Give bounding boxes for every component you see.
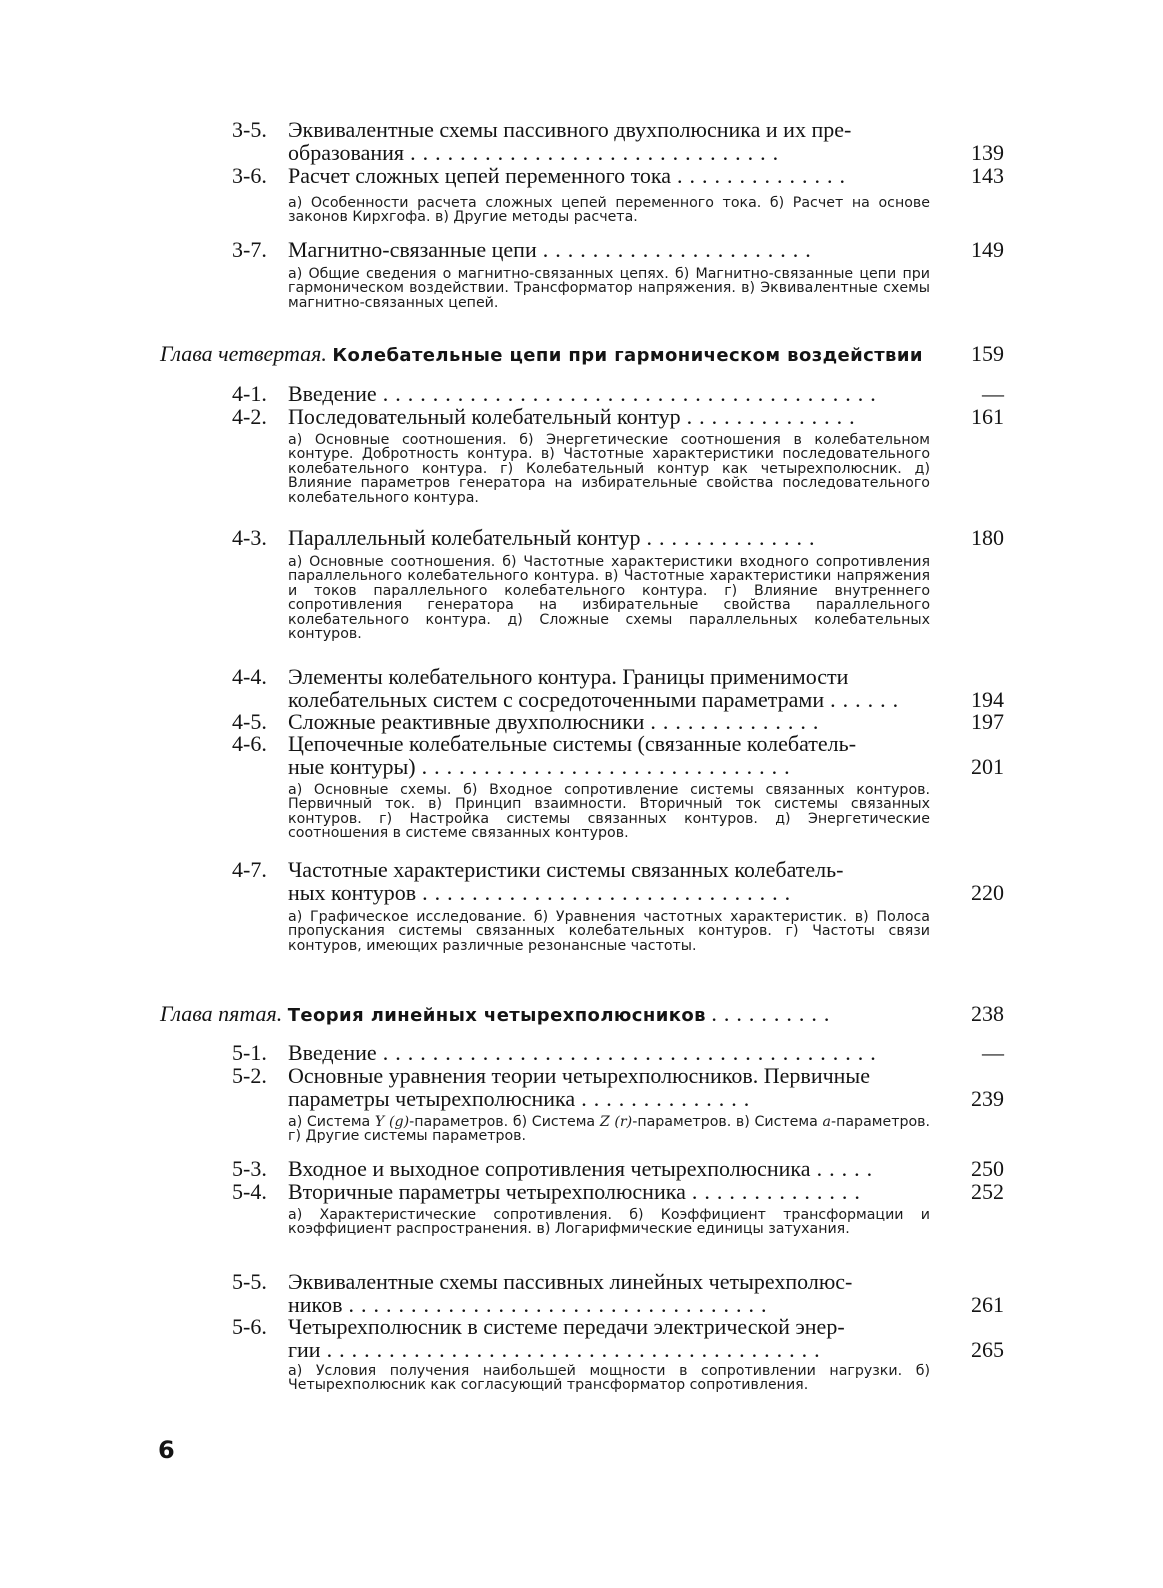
toc-entry-5-1 bbox=[232, 1041, 1004, 1064]
page-number: 149 bbox=[971, 237, 1004, 262]
toc-entry-4-7 bbox=[232, 858, 1004, 904]
page-number: 143 bbox=[971, 163, 1004, 188]
section-title: Расчет сложных цепей переменного тока bbox=[288, 163, 672, 188]
section-title: Частотные характеристики системы связанных колебатель- ных контуров .............................. bbox=[288, 858, 938, 904]
leader-dots: .............................. bbox=[410, 141, 786, 164]
page-number: 238 bbox=[971, 1001, 1004, 1026]
section-number: 4-4. bbox=[232, 664, 267, 689]
section-number: 3-6. bbox=[232, 163, 267, 188]
page-number: 220 bbox=[971, 880, 1004, 905]
leader-dots: .............. bbox=[650, 710, 826, 733]
section-number: 4-2. bbox=[232, 404, 267, 429]
section-number: 3-5. bbox=[232, 117, 267, 142]
section-number: 5-1. bbox=[232, 1040, 267, 1065]
subtopics: а) Основные соотношения. б) Энергетические соотношения в колебательном контуре. Добротность контура. в) Частотные характеристики последовательного колебательного контура. г) Колебательный контур как четырехполюсник. д) Влияние параметров генератора на избирательные свойства последовательного колебательного контура. bbox=[288, 432, 930, 506]
page-number: 252 bbox=[971, 1179, 1004, 1204]
toc-entry-5-4 bbox=[232, 1180, 1004, 1203]
leader-dots: .............. bbox=[691, 1180, 867, 1203]
leader-dots: ........................................ bbox=[382, 1041, 883, 1064]
leader-dots: ...................... bbox=[542, 238, 818, 261]
leader-dots: .......... bbox=[711, 1001, 837, 1026]
page-number: 194 bbox=[971, 687, 1004, 712]
toc-entry-4-2 bbox=[232, 405, 1004, 428]
section-title: Элементы колебательного контура. Границы применимости колебательных систем с сосредоточенными параметрами ...... bbox=[288, 665, 938, 711]
section-title: Входное и выходное сопротивления четырехполюсника bbox=[288, 1156, 811, 1181]
section-number: 4-5. bbox=[232, 709, 267, 734]
page-number: 250 bbox=[971, 1156, 1004, 1181]
subtopics: а) Общие сведения о магнитно-связанных цепях. б) Магнитно-связанные цепи при гармоническом воздействии. Трансформатор напряжения. в) Эквивалентные схемы магнитно-связанных цепей. bbox=[288, 266, 930, 311]
section-number: 4-6. bbox=[232, 731, 267, 756]
leader-dots: .................................. bbox=[348, 1293, 774, 1316]
subtopics: а) Условия получения наибольшей мощности в сопротивлении нагрузки. б) Четырехполюсник как согласующий трансформатор сопротивления. bbox=[288, 1363, 930, 1394]
leader-dots: ........................................ bbox=[382, 382, 883, 405]
leader-dots: ........................................ bbox=[326, 1338, 827, 1361]
page-number: 139 bbox=[971, 140, 1004, 165]
leader-dots: .............. bbox=[646, 526, 822, 549]
section-number: 5-6. bbox=[232, 1314, 267, 1339]
chapter-heading-4 bbox=[160, 342, 1004, 368]
toc-entry-3-6 bbox=[232, 164, 1004, 187]
toc-entry-3-7 bbox=[232, 238, 1004, 261]
page-number: 197 bbox=[971, 709, 1004, 734]
subtopics: а) Характеристические сопротивления. б) Коэффициент трансформации и коэффициент распространения. в) Логарифмические единицы затухания. bbox=[288, 1207, 930, 1238]
subtopics: а) Особенности расчета сложных цепей переменного тока. б) Расчет на основе законов Кирхгофа. в) Другие методы расчета. bbox=[288, 195, 930, 226]
section-title: Параллельный колебательный контур bbox=[288, 525, 641, 550]
chapter-heading-5 bbox=[160, 1002, 1004, 1028]
toc-entry-5-5 bbox=[232, 1270, 1004, 1316]
subtopics: а) Основные схемы. б) Входное сопротивление системы связанных контуров. Первичный ток. в) Принцип взаимности. Вторичный ток системы связанных контуров. г) Настройка системы связанных контуров. д) Энергетические соотношения в системе связанных контуров. bbox=[288, 782, 930, 842]
section-number: 5-4. bbox=[232, 1179, 267, 1204]
toc-entry-4-6 bbox=[232, 732, 1004, 778]
leader-dots: .............. bbox=[686, 405, 862, 428]
section-number: 5-2. bbox=[232, 1063, 267, 1088]
toc-entry-3-5 bbox=[232, 118, 1004, 164]
leader-dots: .............................. bbox=[421, 755, 797, 778]
section-title: Основные уравнения теории четырехполюсников. Первичные параметры четырехполюсника .............. bbox=[288, 1064, 938, 1110]
leader-dots: .............................. bbox=[422, 881, 798, 904]
leader-dots: ...... bbox=[830, 688, 906, 711]
section-title: Четырехполюсник в системе передачи электрической энер- гии ........................................ bbox=[288, 1315, 938, 1361]
leader-dots: .............. bbox=[581, 1087, 757, 1110]
section-title: Вторичные параметры четырехполюсника bbox=[288, 1179, 686, 1204]
page-number: 265 bbox=[971, 1337, 1004, 1362]
toc-entry-4-3 bbox=[232, 526, 1004, 549]
subtopics: а) Графическое исследование. б) Уравнения частотных характеристик. в) Полоса пропускания системы связанных колебательных контуров. г) Частоты связи контуров, имеющих различные резонансные частоты. bbox=[288, 909, 930, 954]
subtopics: а) Основные соотношения. б) Частотные характеристики входного сопротивления параллельного колебательного контура. в) Частотные характеристики напряжения и токов параллельного колебательного контура. г) Влияние внутреннего сопротивления генератора на избирательные свойства параллельного колебательного контура. д) Сложные схемы параллельных колебательных контуров. bbox=[288, 554, 930, 643]
page-number: — bbox=[982, 381, 1004, 406]
toc-entry-4-4 bbox=[232, 665, 1004, 711]
section-title: Цепочечные колебательные системы (связанные колебатель- ные контуры) .............................. bbox=[288, 732, 938, 778]
page-number: — bbox=[982, 1040, 1004, 1065]
page-number: 159 bbox=[971, 341, 1004, 366]
subtopics: а) Система Y (g)-параметров. б) Система Z (r)-параметров. в) Система a-параметров. г) Другие системы параметров. bbox=[288, 1114, 931, 1145]
toc-entry-5-6 bbox=[232, 1315, 1004, 1361]
section-number: 3-7. bbox=[232, 237, 267, 262]
section-title: Введение bbox=[288, 381, 377, 406]
section-title: Сложные реактивные двухполюсники bbox=[288, 709, 645, 734]
section-title: Введение bbox=[288, 1040, 377, 1065]
section-number: 5-5. bbox=[232, 1269, 267, 1294]
page-number: 161 bbox=[971, 404, 1004, 429]
page-number: 201 bbox=[971, 754, 1004, 779]
leader-dots: .............. bbox=[677, 164, 853, 187]
section-number: 5-3. bbox=[232, 1156, 267, 1181]
toc-entry-4-5 bbox=[232, 710, 1004, 733]
page-number: 239 bbox=[971, 1086, 1004, 1111]
section-title: Последовательный колебательный контур bbox=[288, 404, 681, 429]
page-number: 261 bbox=[971, 1292, 1004, 1317]
toc-entry-4-1 bbox=[232, 382, 1004, 405]
chapter-label: Глава четвертая. bbox=[160, 341, 327, 366]
section-number: 4-7. bbox=[232, 857, 267, 882]
chapter-title: Колебательные цепи при гармоническом воздействии bbox=[332, 345, 923, 366]
folio-page-number: 6 bbox=[158, 1436, 175, 1464]
leader-dots: ..... bbox=[816, 1157, 880, 1180]
chapter-label: Глава пятая. bbox=[160, 1001, 283, 1026]
section-number: 4-3. bbox=[232, 525, 267, 550]
chapter-title: Теория линейных четырехполюсников bbox=[287, 1005, 706, 1026]
page-number: 180 bbox=[971, 525, 1004, 550]
section-title: Магнитно-связанные цепи bbox=[288, 237, 537, 262]
section-number: 4-1. bbox=[232, 381, 267, 406]
section-title: Эквивалентные схемы пассивного двухполюсника и их пре- образования .............................. bbox=[288, 118, 938, 164]
toc-entry-5-2 bbox=[232, 1064, 1004, 1110]
section-title: Эквивалентные схемы пассивных линейных четырехполюс- ников .................................. bbox=[288, 1270, 938, 1316]
toc-entry-5-3 bbox=[232, 1157, 1004, 1180]
